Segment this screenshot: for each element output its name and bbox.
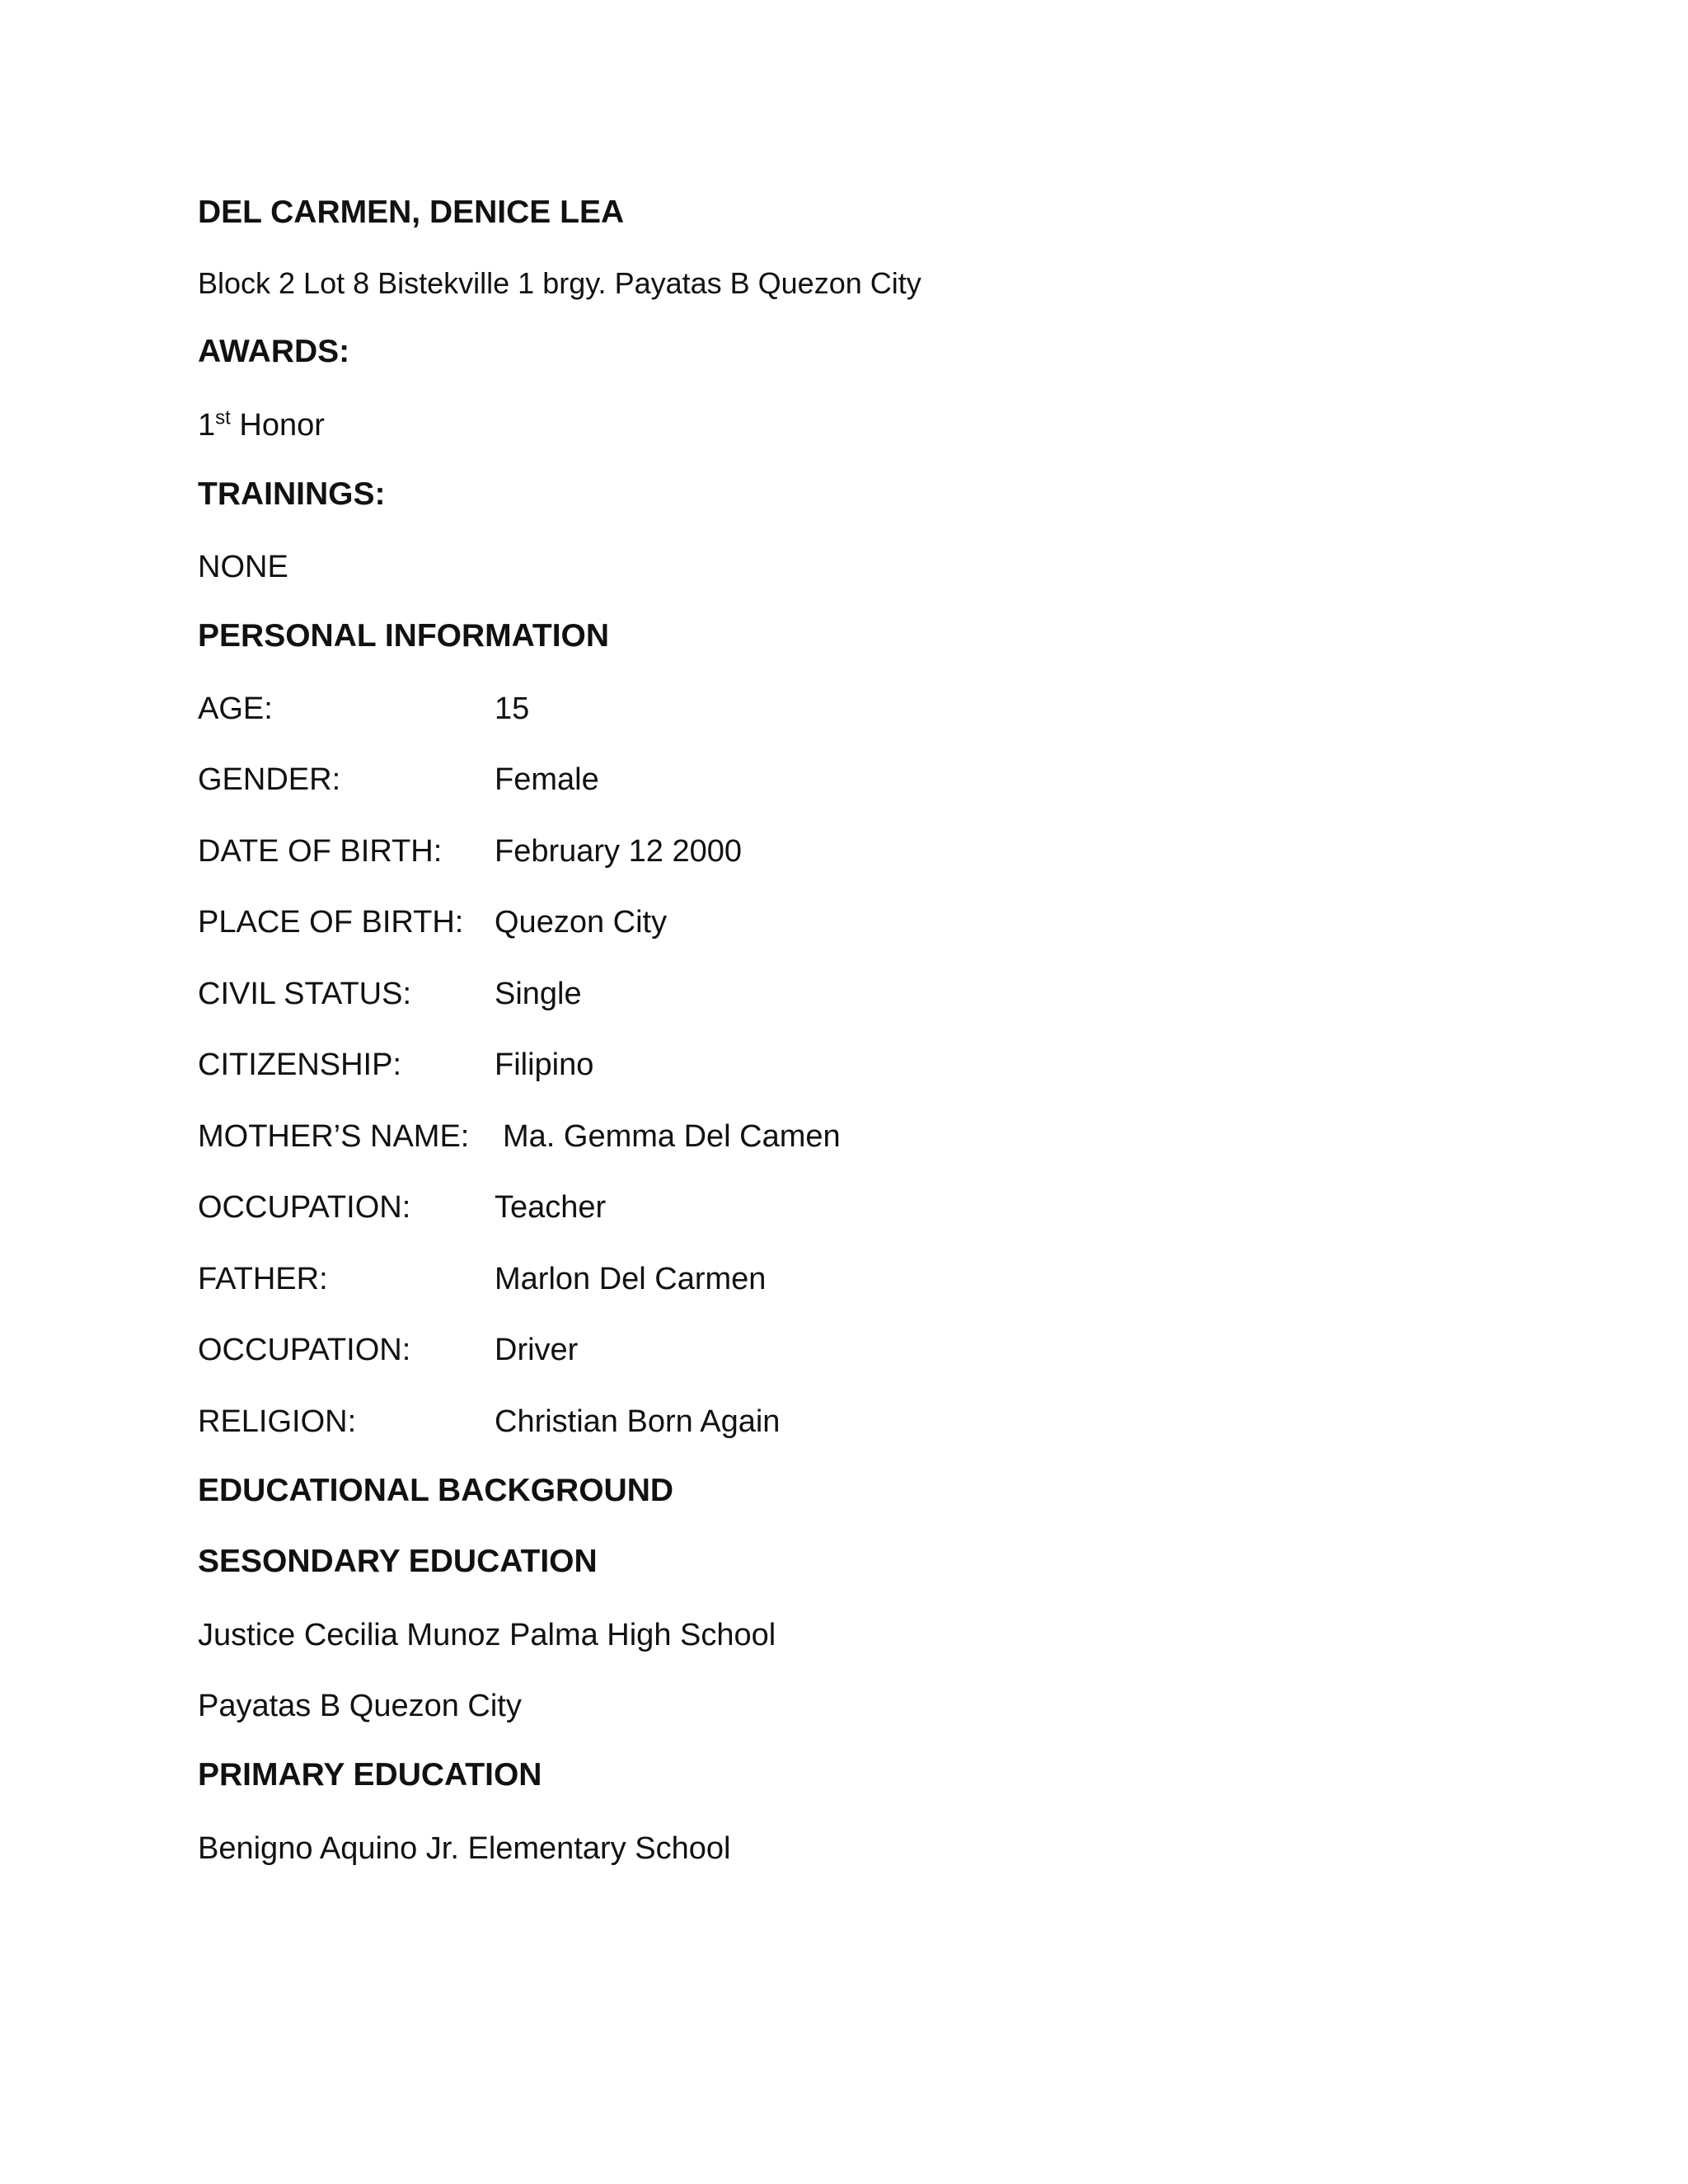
award-ordinal-suffix: st — [215, 406, 231, 429]
info-value: Female — [495, 762, 599, 797]
info-value: Filipino — [495, 1047, 594, 1082]
educational-background-heading: EDUCATIONAL BACKGROUND — [198, 1473, 674, 1508]
info-label: GENDER: — [198, 762, 341, 797]
info-row-citizenship — [198, 1047, 593, 1083]
info-label: OCCUPATION: — [198, 1333, 411, 1367]
info-label: FATHER: — [198, 1262, 328, 1296]
award-number: 1 — [198, 408, 216, 443]
info-label: PLACE OF BIRTH: — [198, 905, 464, 940]
info-row-mothers-name — [198, 1118, 841, 1155]
info-label: RELIGION: — [198, 1404, 357, 1439]
info-value: Marlon Del Carmen — [495, 1262, 767, 1296]
info-value: Single — [495, 977, 582, 1011]
applicant-name: DEL CARMEN, DENICE LEA — [198, 194, 625, 230]
secondary-education-heading: SESONDARY EDUCATION — [198, 1544, 598, 1579]
info-value: Driver — [495, 1333, 579, 1367]
info-value: Teacher — [495, 1190, 607, 1225]
info-row-age — [198, 691, 529, 727]
info-value: February 12 2000 — [495, 834, 742, 869]
info-value: Ma. Gemma Del Camen — [503, 1119, 841, 1154]
primary-school-name: Benigno Aquino Jr. Elementary School — [198, 1831, 731, 1866]
info-row-gender — [198, 762, 599, 798]
info-value: Christian Born Again — [495, 1404, 781, 1439]
info-label: AGE: — [198, 691, 273, 726]
award-item — [198, 407, 325, 443]
info-row-civil-status — [198, 976, 582, 1012]
secondary-school-location: Payatas B Quezon City — [198, 1689, 522, 1723]
trainings-heading: TRAININGS: — [198, 476, 386, 512]
info-row-religion — [198, 1404, 780, 1440]
info-label: OCCUPATION: — [198, 1190, 411, 1225]
info-row-mother-occupation — [198, 1189, 606, 1226]
awards-heading: AWARDS: — [198, 334, 350, 369]
info-value: Quezon City — [495, 905, 668, 940]
info-label: DATE OF BIRTH: — [198, 834, 443, 869]
info-row-father-occupation — [198, 1332, 578, 1368]
personal-information-heading: PERSONAL INFORMATION — [198, 618, 610, 654]
applicant-address: Block 2 Lot 8 Bistekville 1 brgy. Payatas B Quezon City — [198, 266, 921, 300]
info-label: CIVIL STATUS: — [198, 977, 412, 1011]
award-text: Honor — [230, 408, 325, 443]
training-item: NONE — [198, 550, 288, 584]
info-row-date-of-birth — [198, 833, 742, 869]
secondary-school-name: Justice Cecilia Munoz Palma High School — [198, 1618, 776, 1652]
info-value: 15 — [495, 691, 530, 726]
info-row-father — [198, 1261, 766, 1297]
primary-education-heading: PRIMARY EDUCATION — [198, 1757, 542, 1793]
info-label: CITIZENSHIP: — [198, 1047, 402, 1082]
info-label: MOTHER’S NAME: — [198, 1119, 470, 1154]
info-row-place-of-birth — [198, 904, 667, 940]
